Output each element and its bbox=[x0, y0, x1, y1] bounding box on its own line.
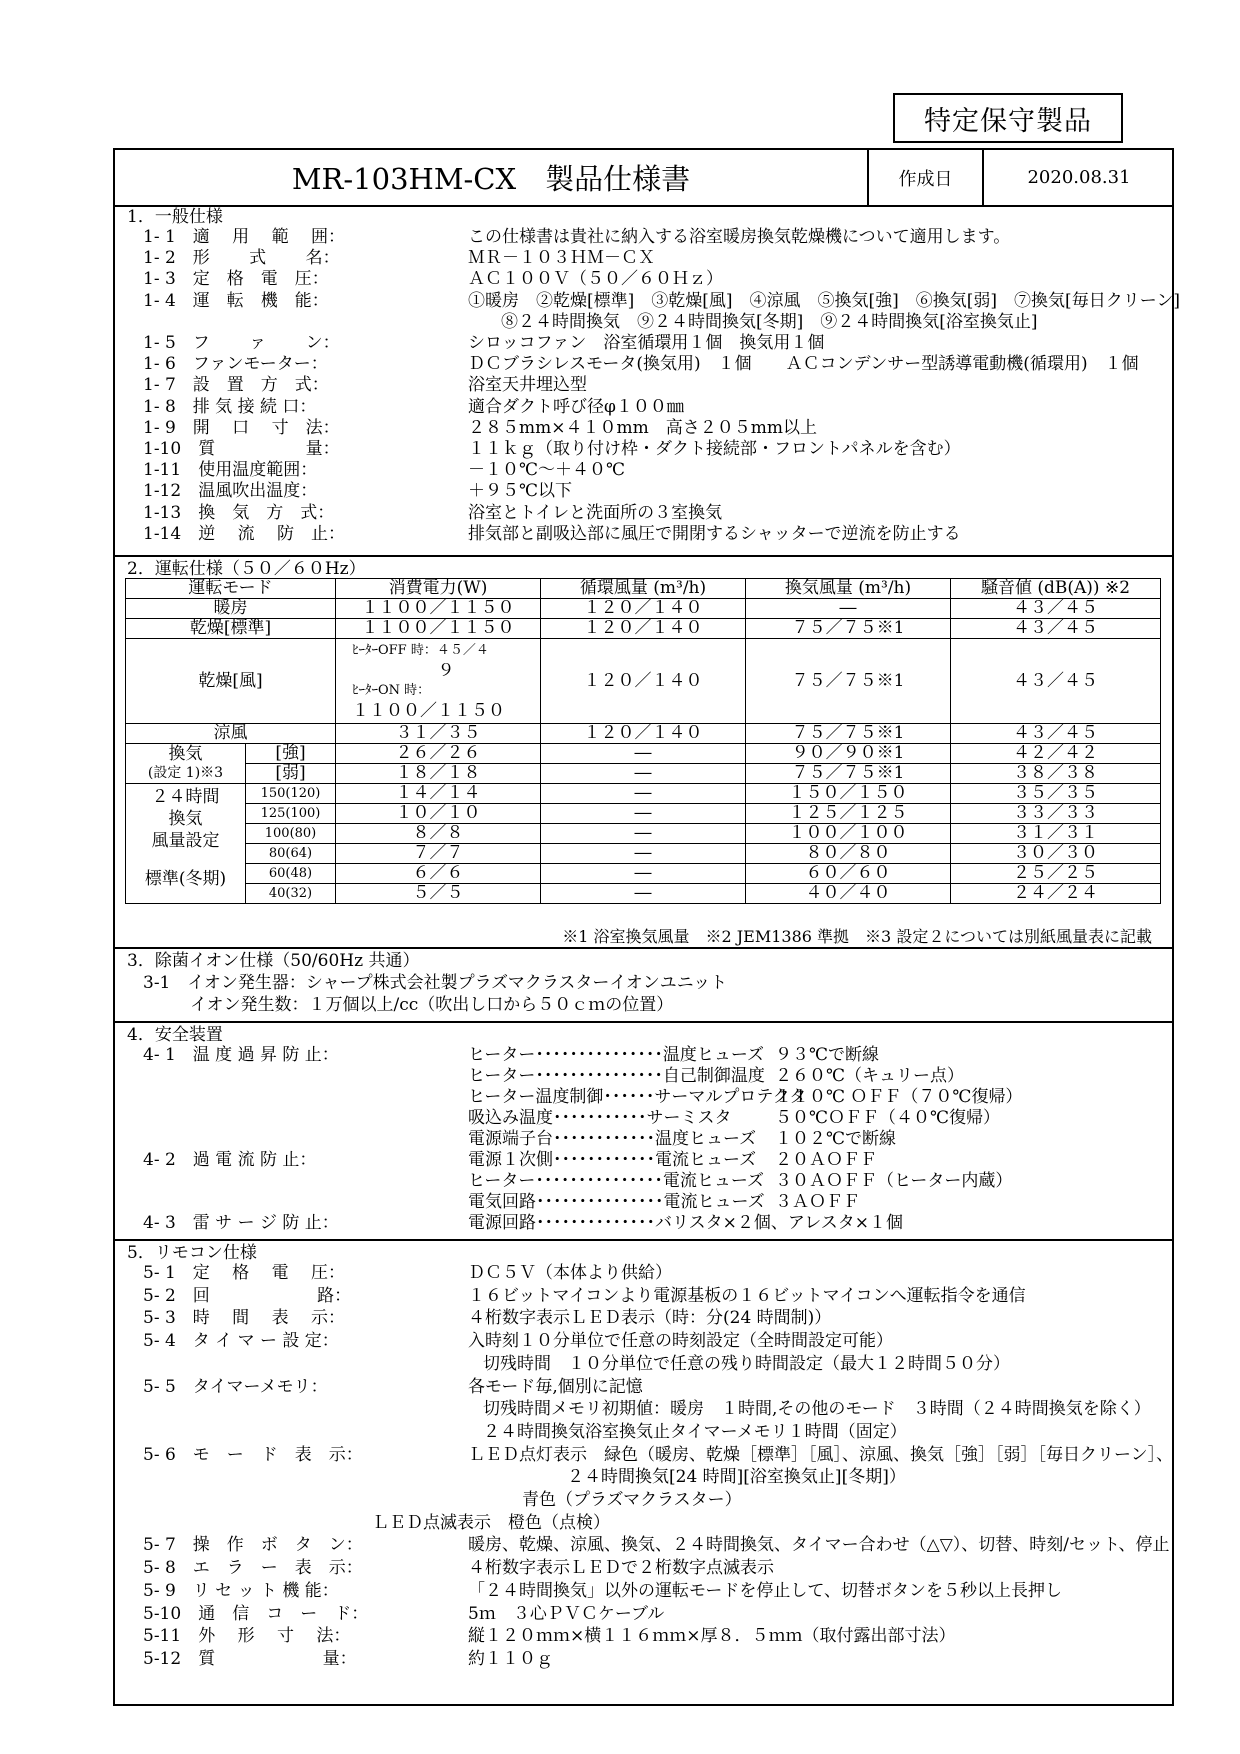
circulation-cell: ― bbox=[541, 864, 746, 884]
table-row bbox=[126, 599, 1161, 619]
circulation-cell: ― bbox=[541, 744, 746, 764]
header-ventilation: 換気風量 (m³/h) bbox=[746, 579, 951, 599]
spec-value: シロッコファン 浴室循環用１個 換気用１個 bbox=[468, 333, 825, 353]
spec-value: この仕様書は貴社に納入する浴室暖房換気乾燥機について適用します。 bbox=[468, 227, 1011, 247]
power-cell bbox=[336, 639, 541, 724]
ventilation-cell: ７５／７５※1 bbox=[746, 639, 951, 724]
spec-value: ＋９５℃以下 bbox=[468, 481, 573, 502]
power-cell: ３１／３５ bbox=[336, 724, 541, 744]
noise-cell: ３１／３１ bbox=[951, 824, 1161, 844]
noise-cell: ４２／４２ bbox=[951, 744, 1161, 764]
ventilation-group-cell bbox=[126, 744, 246, 784]
ventilation-cell: １５０／１５０ bbox=[746, 784, 951, 804]
safety-label: 4- 1 温 度 過 昇 防 止： bbox=[143, 1045, 339, 1065]
spec-value: 適合ダクト呼び径φ１００㎜ bbox=[468, 396, 684, 417]
remote-value: 切残時間メモリ初期値：暖房 １時間,その他のモード ３時間（２４時間換気を除く） bbox=[483, 1399, 1151, 1420]
remote-label: 5- 8 エ ラ ー 表 示： bbox=[143, 1558, 363, 1579]
spec-value: ①暖房 ②乾燥[標準] ③乾燥[風] ④涼風 ⑤換気[強] ⑥換気[弱] ⑦換気[毎日クリーン] bbox=[468, 290, 1180, 311]
sub-mode-cell: 60(48) bbox=[246, 864, 336, 884]
header-mode: 運転モード bbox=[126, 579, 336, 599]
noise-cell: ３０／３０ bbox=[951, 844, 1161, 864]
table-footnote: ※1 浴室換気風量 ※2 JEM1386 準拠 ※3 設定２については別紙風量表に記載 bbox=[562, 927, 1152, 946]
ventilation-cell: ８０／８０ bbox=[746, 844, 951, 864]
spec-label: 1- 3 定 格 電 圧： bbox=[143, 269, 329, 290]
safety-item: 電源回路･･････････････バリスタ×２個、アレスタ×１個 bbox=[468, 1213, 903, 1233]
remote-label: 5- 7 操 作 ボ タ ン： bbox=[143, 1535, 363, 1556]
noise-cell: ２５／２５ bbox=[951, 864, 1161, 884]
remote-label: 5-11 外 形 寸 法： bbox=[143, 1626, 351, 1647]
power-cell: １４／１４ bbox=[336, 784, 541, 804]
sub-mode-cell: [弱] bbox=[246, 764, 336, 784]
circulation-cell: １２０／１４０ bbox=[541, 619, 746, 639]
mode-cell: 涼風 bbox=[126, 724, 336, 744]
power-cell: １８／１８ bbox=[336, 764, 541, 784]
remote-label: 5-10 通 信 コ ー ド： bbox=[143, 1603, 369, 1624]
header-noise: 騒音値 (dB(A)) ※2 bbox=[951, 579, 1161, 599]
header-circulation: 循環風量 (m³/h) bbox=[541, 579, 746, 599]
group-label: 換気 bbox=[168, 809, 203, 829]
group-label: 換気 bbox=[168, 743, 203, 764]
spec-value: ２８５mm×４１０mm 高さ２０５mm以上 bbox=[468, 417, 817, 438]
remote-value: １６ビットマイコンより電源基板の１６ビットマイコンへ運転指令を通信 bbox=[468, 1285, 1026, 1306]
circulation-cell: ― bbox=[541, 804, 746, 824]
header-power: 消費電力(W) bbox=[336, 579, 541, 599]
spec-label: 1-10 質 量： bbox=[143, 439, 340, 459]
operation-spec-table bbox=[125, 578, 1161, 904]
remote-label: 5- 5 タイマーメモリ： bbox=[143, 1376, 328, 1397]
created-date: 2020.08.31 bbox=[1027, 167, 1131, 188]
ventilation-cell: １２５／１２５ bbox=[746, 804, 951, 824]
table-header-row bbox=[126, 579, 1161, 599]
safety-item: 電気回路･･･････････････電流ヒューズ bbox=[468, 1192, 765, 1212]
heater-on-label: ﾋｰﾀｰON 時： bbox=[352, 683, 431, 698]
spec-value: 浴室とトイレと洗面所の３室換気 bbox=[468, 502, 723, 523]
safety-label: 4- 3 雷 サ ー ジ 防 止： bbox=[143, 1213, 339, 1233]
table-row bbox=[126, 884, 1161, 904]
spec-label: 1-13 換 気 方 式： bbox=[143, 502, 335, 523]
remote-label: 5- 1 定 格 電 圧： bbox=[143, 1263, 345, 1283]
group-label: ２４時間 bbox=[151, 787, 220, 807]
spec-label: 1- 6 ファンモーター： bbox=[143, 354, 328, 375]
safety-label: 4- 2 過 電 流 防 止： bbox=[143, 1150, 317, 1170]
circulation-cell: ― bbox=[541, 824, 746, 844]
sub-mode-cell: 125(100) bbox=[246, 804, 336, 824]
power-cell: ７／７ bbox=[336, 844, 541, 864]
remote-value: ＤＣ５Ｖ（本体より供給） bbox=[468, 1263, 672, 1283]
remote-value: ４桁数字表示ＬＥＤで２桁数字点滅表示 bbox=[468, 1558, 774, 1579]
safety-device-section bbox=[115, 1023, 1172, 1241]
safety-spec: ３０ＡＯＦＦ（ヒーター内蔵） bbox=[775, 1171, 1013, 1191]
ventilation-cell: ７５／７５※1 bbox=[746, 764, 951, 784]
power-cell: １１００／１１５０ bbox=[336, 619, 541, 639]
noise-cell: ４３／４５ bbox=[951, 599, 1161, 619]
noise-cell: ４３／４５ bbox=[951, 639, 1161, 724]
table-row bbox=[126, 639, 1161, 724]
heater-off-power-cont: ９ bbox=[437, 661, 455, 681]
power-cell: ８／８ bbox=[336, 824, 541, 844]
remote-label: 5- 2 回 路： bbox=[143, 1285, 352, 1306]
safety-spec: ２６０℃（キュリー点） bbox=[775, 1066, 965, 1086]
heater-off-power: ﾋｰﾀｰOFF 時：４５／４ bbox=[352, 643, 489, 658]
spec-label: 1- 5 フ ァ ン： bbox=[143, 333, 340, 353]
spec-label: 1- 8 排 気 接 続 口： bbox=[143, 396, 317, 417]
section-title: 5．リモコン仕様 bbox=[127, 1243, 257, 1263]
section-title: 1．一般仕様 bbox=[127, 207, 223, 227]
noise-cell: ２４／２４ bbox=[951, 884, 1161, 904]
ventilation-cell: ６０／６０ bbox=[746, 864, 951, 884]
table-row bbox=[126, 619, 1161, 639]
safety-item: ヒーター･･･････････････自己制御温度 bbox=[468, 1066, 765, 1086]
mode-cell: 乾燥[風] bbox=[126, 639, 336, 724]
table-row bbox=[126, 804, 1161, 824]
document-header bbox=[115, 150, 1172, 207]
spec-value: ＤＣブラシレスモータ(換気用) １個 ＡＣコンデンサー型誘導電動機(循環用) １個 bbox=[468, 354, 1139, 375]
ventilation-cell: １００／１００ bbox=[746, 824, 951, 844]
noise-cell: ３８／３８ bbox=[951, 764, 1161, 784]
safety-spec: １０２℃で断線 bbox=[775, 1129, 897, 1149]
spec-label: 1- 2 形 式 名： bbox=[143, 248, 340, 269]
group-label: 風量設定 bbox=[151, 831, 220, 851]
safety-item: 吸込み温度･･･････････サーミスタ bbox=[468, 1108, 732, 1128]
group-label: 標準(冬期) bbox=[144, 869, 227, 889]
spec-label: 1- 4 運 転 機 能： bbox=[143, 290, 329, 311]
noise-cell: ３３／３３ bbox=[951, 804, 1161, 824]
circulation-cell: ― bbox=[541, 784, 746, 804]
remote-label: 5- 3 時 間 表 示： bbox=[143, 1308, 345, 1329]
spec-label: 1- 1 適 用 範 囲： bbox=[143, 227, 345, 247]
safety-spec: ３ＡＯＦＦ bbox=[775, 1192, 860, 1212]
spec-value: 排気部と副吸込部に風圧で開閉するシャッターで逆流を防止する bbox=[468, 523, 961, 544]
spec-value: －１０℃～＋４０℃ bbox=[468, 460, 626, 481]
noise-cell: ３５／３５ bbox=[951, 784, 1161, 804]
remote-value: 約１１０ｇ bbox=[468, 1648, 553, 1669]
sub-mode-cell: 40(32) bbox=[246, 884, 336, 904]
safety-item: 電源端子台････････････温度ヒューズ bbox=[468, 1129, 757, 1149]
section-title: 3．除菌イオン仕様（50/60Hz 共通） bbox=[127, 951, 420, 971]
remote-value: 各モード毎,個別に記憶 bbox=[468, 1376, 643, 1397]
safety-item: ヒーター･･･････････････電流ヒューズ bbox=[468, 1171, 764, 1191]
remote-value: 青色（プラズマクラスター） bbox=[522, 1490, 742, 1510]
noise-cell: ４３／４５ bbox=[951, 724, 1161, 744]
remote-value: ＬＥＤ点灯表示 緑色（暖房、乾燥［標準］［風］、涼風、換気［強］［弱］［毎日クリーン］、 bbox=[468, 1444, 1174, 1465]
section-title: 4．安全装置 bbox=[127, 1025, 223, 1045]
sub-mode-cell: 80(64) bbox=[246, 844, 336, 864]
created-date-label: 作成日 bbox=[869, 150, 984, 205]
safety-spec: ５０℃ＯＦＦ（４０℃復帰） bbox=[775, 1108, 1001, 1128]
safety-spec: ２０ＡＯＦＦ bbox=[775, 1150, 877, 1170]
sub-mode-cell: 100(80) bbox=[246, 824, 336, 844]
table-row bbox=[126, 864, 1161, 884]
table-row bbox=[126, 824, 1161, 844]
ion-generator: 3-1 イオン発生器：シャープ株式会社製プラズマクラスターイオンユニット bbox=[143, 973, 728, 993]
24h-ventilation-group-cell bbox=[126, 784, 246, 904]
spec-value: ＡＣ１００Ｖ（５０／６０Ｈｚ） bbox=[468, 269, 723, 290]
spec-label: 1-12 温風吹出温度： bbox=[143, 481, 318, 502]
spec-label: 1-11 使用温度範囲： bbox=[143, 460, 318, 481]
power-cell: １０／１０ bbox=[336, 804, 541, 824]
ventilation-cell: ７５／７５※1 bbox=[746, 619, 951, 639]
circulation-cell: １２０／１４０ bbox=[541, 724, 746, 744]
document-title: MR-103HM-CX 製品仕様書 bbox=[115, 150, 869, 205]
noise-cell: ４３／４５ bbox=[951, 619, 1161, 639]
remote-label: 5-12 質 量： bbox=[143, 1648, 357, 1669]
table-row bbox=[126, 724, 1161, 744]
ion-spec-section bbox=[115, 949, 1172, 1023]
ion-count: イオン発生数：１万個以上/cc（吹出し口から５０ｃｍの位置） bbox=[190, 995, 674, 1015]
heater-on-power: １１００／１１５０ bbox=[352, 701, 505, 721]
remote-value: 縦１２０ｍｍ×横１１６ｍｍ×厚８．５ｍｍ（取付露出部寸法） bbox=[468, 1626, 956, 1647]
ventilation-cell: ９０／９０※1 bbox=[746, 744, 951, 764]
power-cell: ６／６ bbox=[336, 864, 541, 884]
circulation-cell: ― bbox=[541, 764, 746, 784]
remote-value: ＬＥＤ点滅表示 橙色（点検） bbox=[372, 1512, 610, 1533]
spec-label: 1-14 逆 流 防 止： bbox=[143, 523, 345, 544]
remote-label: 5- 6 モ ー ド 表 示： bbox=[143, 1444, 363, 1465]
power-cell: ２６／２６ bbox=[336, 744, 541, 764]
table-row bbox=[126, 744, 1161, 764]
spec-value: ＭＲ－１０３ＨＭ－ＣＸ bbox=[468, 248, 655, 269]
sub-mode-cell: [強] bbox=[246, 744, 336, 764]
spec-sheet-frame bbox=[113, 148, 1180, 1706]
safety-spec: １１０℃ ＯＦＦ（７０℃復帰） bbox=[775, 1087, 1023, 1107]
mode-cell: 乾燥[標準] bbox=[126, 619, 336, 639]
circulation-cell: １２０／１４０ bbox=[541, 599, 746, 619]
mode-cell: 暖房 bbox=[126, 599, 336, 619]
table-row bbox=[126, 844, 1161, 864]
group-sub-label: (設定 1)※3 bbox=[147, 764, 224, 781]
ventilation-cell: ７５／７５※1 bbox=[746, 724, 951, 744]
remote-value: 暖房、乾燥、涼風、換気、２４時間換気、タイマー合わせ（△▽）、切替、時刻/セット、停止 bbox=[468, 1535, 1170, 1556]
remote-spec-section bbox=[115, 1241, 1172, 1706]
circulation-cell: ― bbox=[541, 884, 746, 904]
circulation-cell: ― bbox=[541, 844, 746, 864]
remote-value: 「２４時間換気」以外の運転モードを停止して、切替ボタンを５秒以上長押し bbox=[468, 1580, 1062, 1601]
safety-item: ヒーター温度制御･･････サーマルプロテクタ bbox=[468, 1087, 807, 1107]
remote-value: 切残時間 １０分単位で任意の残り時間設定（最大１２時間５０分） bbox=[483, 1353, 1010, 1374]
ventilation-cell: ― bbox=[746, 599, 951, 619]
sub-mode-cell: 150(120) bbox=[246, 784, 336, 804]
spec-value: ⑧２４時間換気 ⑨２４時間換気[冬期] ⑨２４時間換気[浴室換気止] bbox=[501, 311, 1038, 332]
spec-value: 浴室天井埋込型 bbox=[468, 375, 587, 396]
table-row bbox=[126, 784, 1161, 804]
maintenance-product-badge: 特定保守製品 bbox=[893, 93, 1123, 143]
table-row bbox=[126, 764, 1161, 784]
ventilation-cell: ４０／４０ bbox=[746, 884, 951, 904]
power-cell: ５／５ bbox=[336, 884, 541, 904]
remote-value: 入時刻１０分単位で任意の時刻設定（全時間設定可能） bbox=[468, 1331, 893, 1352]
safety-item: ヒーター･･･････････････温度ヒューズ bbox=[468, 1045, 764, 1065]
circulation-cell: １２０／１４０ bbox=[541, 639, 746, 724]
spec-label: 1- 7 設 置 方 式： bbox=[143, 375, 329, 396]
operation-spec-section bbox=[115, 557, 1172, 949]
general-spec-section bbox=[115, 205, 1180, 557]
spec-value: １１ｋｇ（取り付け枠・ダクト接続部・フロントパネルを含む） bbox=[468, 439, 961, 459]
safety-spec: ９３℃で断線 bbox=[775, 1045, 880, 1065]
remote-label: 5- 4 タ イ マ ー 設 定： bbox=[143, 1331, 339, 1352]
power-cell: １１００／１１５０ bbox=[336, 599, 541, 619]
section-title: 2．運転仕様（５０／６０Hz） bbox=[127, 559, 366, 579]
spec-label: 1- 9 開 口 寸 法： bbox=[143, 417, 340, 438]
remote-value: ２４時間換気浴室換気止タイマーメモリ１時間（固定） bbox=[483, 1421, 907, 1442]
remote-value: 5ｍ ３心ＰＶＣケーブル bbox=[468, 1603, 665, 1624]
remote-value: ４桁数字表示ＬＥＤ表示（時：分(24 時間制)） bbox=[468, 1308, 832, 1329]
safety-item: 電源１次側････････････電流ヒューズ bbox=[468, 1150, 757, 1170]
remote-value: ２４時間換気[24 時間][浴室換気止][冬期]） bbox=[567, 1467, 906, 1488]
remote-label: 5- 9 リ セ ッ ト 機 能： bbox=[143, 1580, 339, 1601]
